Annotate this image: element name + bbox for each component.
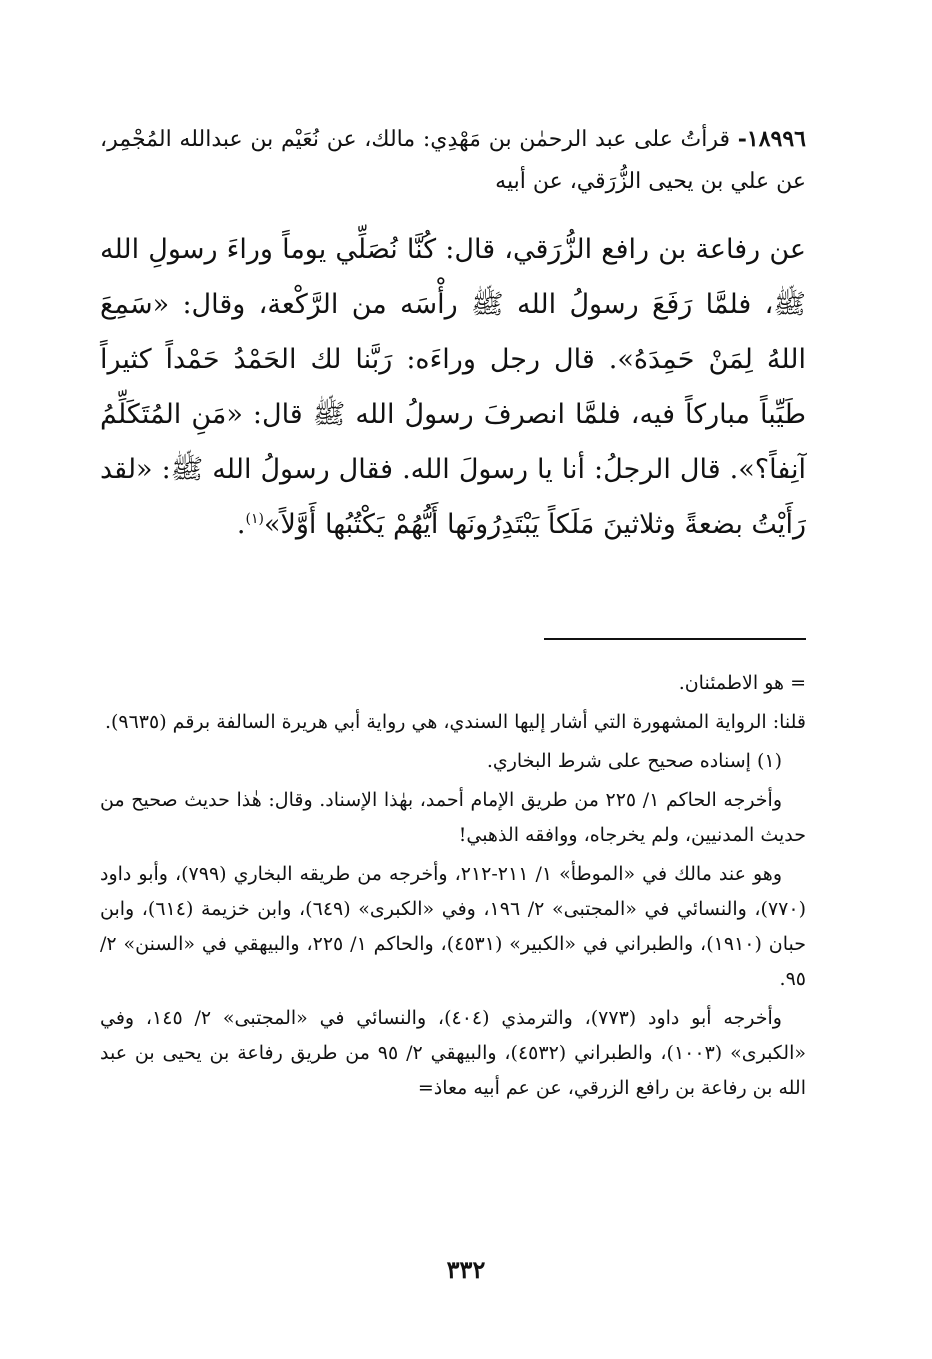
hadith-number: ١٨٩٩٦-: [737, 126, 806, 152]
footnote-line: = هو الاطمئنان.: [678, 672, 806, 694]
isnad-text: قرأتُ على عبد الرحمٰن بن مَهْدِي: مالك، عن نُعَيْم بن عبدالله المُجْمِر، عن علي بن يحيى الزُّرَقي، عن أبيه: [100, 127, 806, 194]
hadith-isnad: [100, 118, 806, 203]
footnote-marker: (١): [245, 511, 264, 527]
footnote-line: وهو عند مالك في «الموطأ» ١/ ٢١١-٢١٢، وأخرجه من طريقه البخاري (٧٩٩)، وأبو داود (٧٧٠)، والنسائي في «المجتبى» ٢/ ١٩٦، وفي «الكبرى» (٦٤٩)، وابن خزيمة (٦١٤)، وابن حبان (١٩١٠)، والطبراني في «الكبير» (٤٥٣١)، والحاكم ١/ ٢٢٥، والبيهقي في «السنن» ٢/ ٩٥.: [100, 863, 806, 990]
footnotes: [100, 666, 806, 1110]
footnote-line: وأخرجه الحاكم ١/ ٢٢٥ من طريق الإمام أحمد، بهٰذا الإسناد. وقال: هٰذا حديث صحيح من حديث المدنيين، ولم يخرجاه، ووافقه الذهبي!: [100, 789, 806, 846]
footnote-line: (١) إسناده صحيح على شرط البخاري.: [486, 750, 782, 772]
page-number: ٣٣٢: [446, 1255, 486, 1284]
footnote-line: قلنا: الرواية المشهورة التي أشار إليها السندي، هي رواية أبي هريرة السالفة برقم (٩٦٣٥).: [104, 711, 806, 733]
hadith-matn: [100, 222, 806, 552]
footnote-line: وأخرجه أبو داود (٧٧٣)، والترمذي (٤٠٤)، والنسائي في «المجتبى» ٢/ ١٤٥، وفي «الكبرى» (١٠٠٣)، والطبراني (٤٥٣٢)، والبيهقي ٢/ ٩٥ من طريق رفاعة بن يحيى بن عبد الله بن رفاعة بن رافع الزرقي، عن عم أبيه معاذ=: [100, 1007, 806, 1099]
footnote-separator: [544, 638, 806, 640]
matn-text: عن رفاعة بن رافع الزُّرَقي، قال: كُنَّا نُصَلِّي يوماً وراءَ رسولِ الله ﷺ، فلمَّا رَفَعَ رسولُ الله ﷺ رأْسَه من الرَّكْعة، وقال: «سَمِعَ اللهُ لِمَنْ حَمِدَهُ». قال رجل وراءَه: رَبَّنا لك الحَمْدُ حَمْداً كثيراً طَيِّباً مباركاً فيه، فلمَّا انصرفَ رسولُ الله ﷺ قال: «مَنِ المُتَكَلِّمُ آنِفاً؟». قال الرجلُ: أنا يا رسولَ الله. فقال رسولُ الله ﷺ: «لقد رَأَيْتُ بضعةً وثلاثينَ مَلَكاً يَبْتَدِرُونَها أَيُّهُمْ يَكْتُبُها أَوَّلاً»: [100, 234, 806, 540]
matn-end: .: [236, 509, 246, 540]
